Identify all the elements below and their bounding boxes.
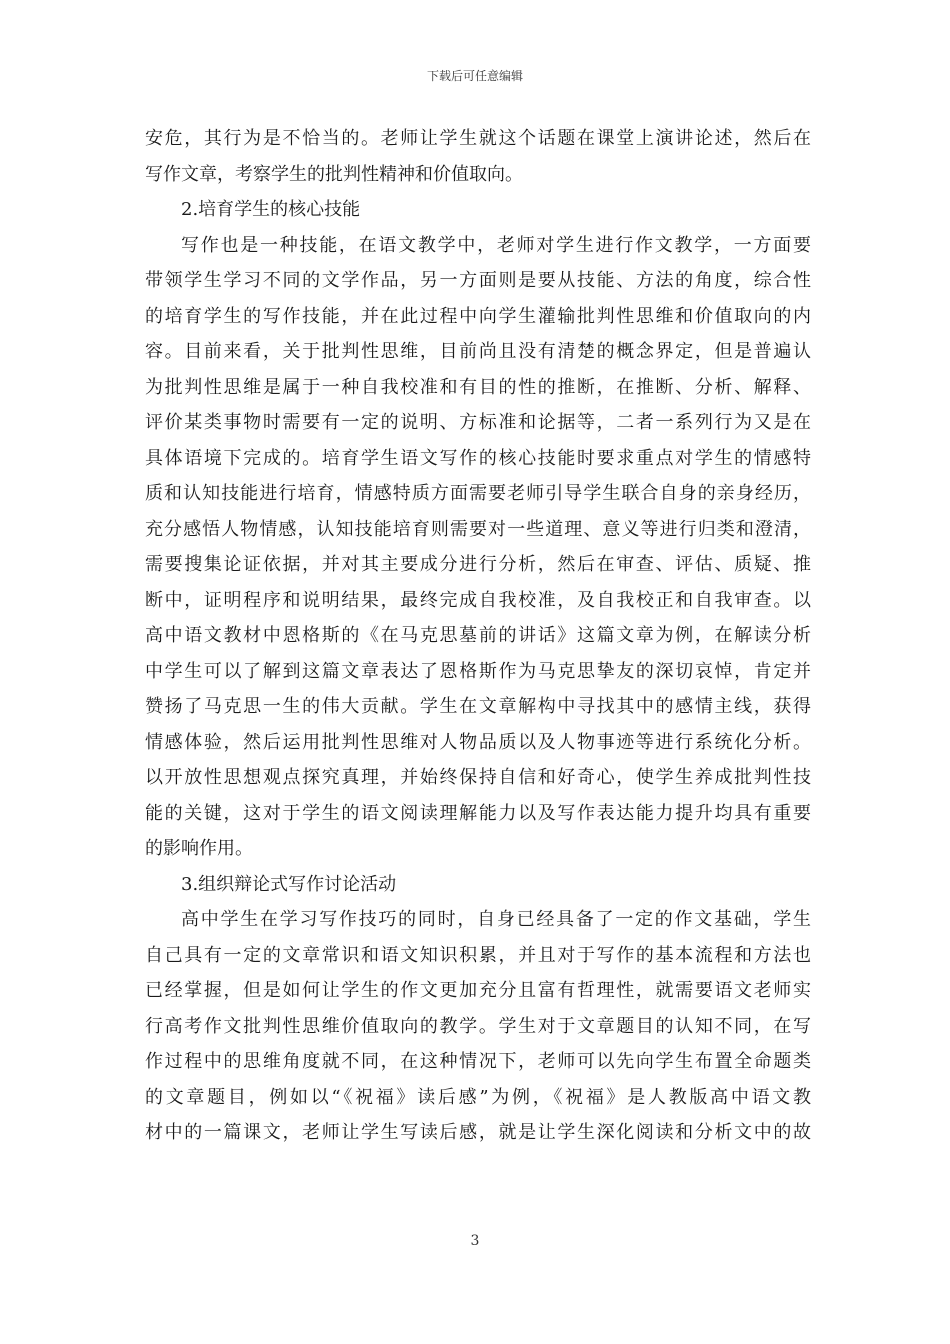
text-line: 安危，其行为是不恰当的。老师让学生就这个话题在课堂上演讲论述，然后在 — [145, 128, 811, 149]
section-heading: 2.培育学生的核心技能 — [181, 199, 361, 220]
text-line: 带领学生学习不同的文学作品，另一方面则是要从技能、方法的角度，综合性 — [145, 270, 811, 291]
text-line: 材中的一篇课文，老师让学生写读后感，就是让学生深化阅读和分析文中的故 — [145, 1122, 811, 1143]
text-line: 的文章题目，例如以“《祝福》读后感”为例，《祝福》是人教版高中语文教 — [145, 1086, 811, 1108]
text-line: 的培育学生的写作技能，并在此过程中向学生灌输批判性思维和价值取向的内 — [145, 305, 811, 327]
text-line: 自己具有一定的文章常识和语文知识积累，并且对于写作的基本流程和方法也 — [145, 944, 811, 966]
text-line: 质和认知技能进行培育，情感特质方面需要老师引导学生联合自身的亲身经历， — [145, 483, 811, 504]
page-header: 下载后可任意编辑 — [426, 69, 523, 83]
text-line: 评价某类事物时需要有一定的说明、方标准和论据等，二者一系列行为又是在 — [145, 412, 811, 433]
text-line: 作过程中的思维角度就不同，在这种情况下，老师可以先向学生布置全命题类 — [145, 1051, 811, 1072]
text-line: 写作也是一种技能，在语文教学中，老师对学生进行作文教学，一方面要 — [181, 234, 811, 256]
document-body — [145, 121, 811, 1151]
text-line: 容。目前来看，关于批判性思维，目前尚且没有清楚的概念界定，但是普遍认 — [145, 341, 811, 362]
page-number: 3 — [470, 1233, 480, 1249]
text-line: 高中语文教材中恩格斯的《在马克思墓前的讲话》这篇文章为例，在解读分析 — [145, 625, 811, 646]
text-line: 已经掌握，但是如何让学生的作文更加充分且富有哲理性，就需要语文老师实 — [145, 980, 811, 1001]
text-line: 以开放性思想观点探究真理，并始终保持自信和好奇心，使学生养成批判性技 — [145, 767, 811, 788]
text-line: 中学生可以了解到这篇文章表达了恩格斯作为马克思挚友的深切哀悼，肯定并 — [145, 660, 811, 682]
text-line: 需要搜集论证依据，并对其主要成分进行分析，然后在审查、评估、质疑、推 — [145, 554, 811, 575]
section-heading: 3.组织辩论式写作讨论活动 — [181, 873, 397, 895]
text-line: 充分感悟人物情感，认知技能培育则需要对一些道理、意义等进行归类和澄清， — [145, 518, 811, 540]
text-line: 能的关键，这对于学生的语文阅读理解能力以及写作表达能力提升均具有重要 — [145, 802, 811, 824]
text-line: 高中学生在学习写作技巧的同时，自身已经具备了一定的作文基础，学生 — [181, 909, 811, 930]
text-line: 行高考作文批判性思维价值取向的教学。学生对于文章题目的认知不同，在写 — [145, 1015, 811, 1037]
text-line: 赞扬了马克思一生的伟大贡献。学生在文章解构中寻找其中的感情主线，获得 — [145, 696, 811, 717]
text-line: 具体语境下完成的。培育学生语文写作的核心技能时要求重点对学生的情感特 — [145, 447, 811, 469]
text-line: 断中，证明程序和说明结果，最终完成自我校准，及自我校正和自我审查。以 — [145, 589, 811, 611]
text-line: 情感体验，然后运用批判性思维对人物品质以及人物事迹等进行系统化分析。 — [145, 731, 811, 753]
text-line: 为批判性思维是属于一种自我校准和有目的性的推断，在推断、分析、解释、 — [145, 376, 811, 398]
text-line: 写作文章，考察学生的批判性精神和价值取向。 — [145, 163, 523, 185]
text-line: 的影响作用。 — [145, 838, 253, 859]
